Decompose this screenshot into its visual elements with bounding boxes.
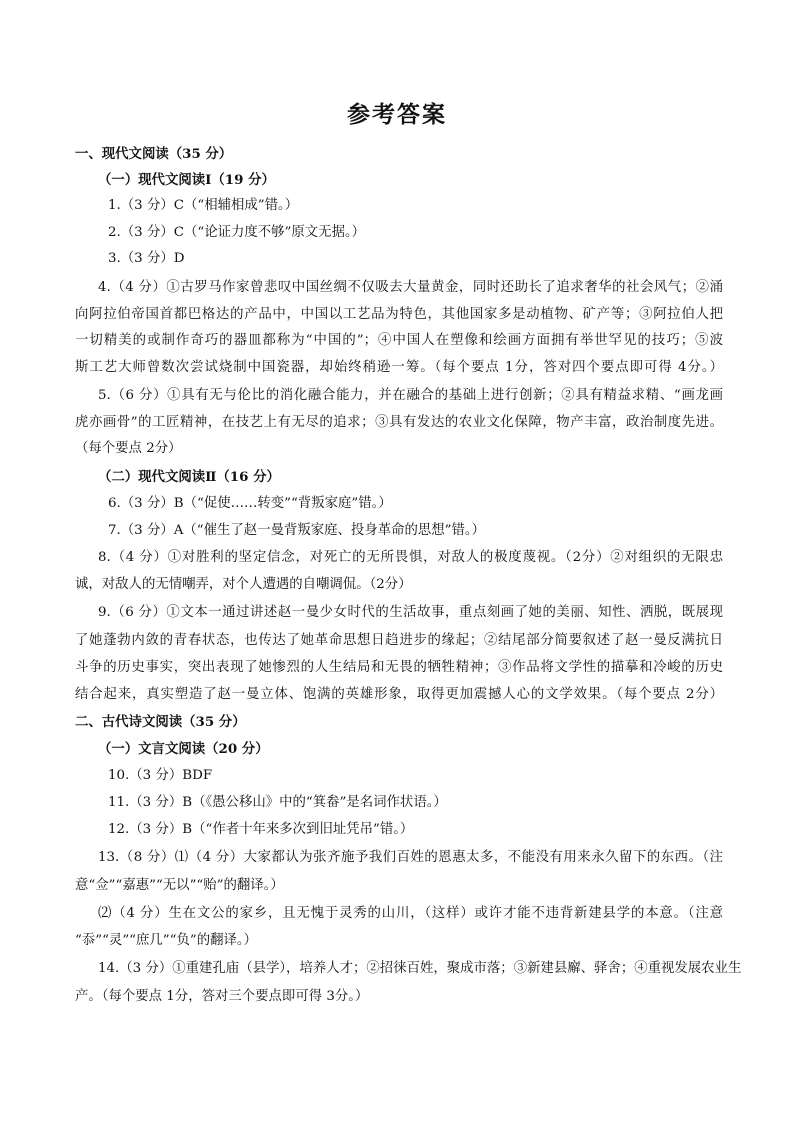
answer-line: 向阿拉伯帝国首都巴格达的产品中，中国以工艺品为特色，其他国家多是动植物、矿产等；③阿拉伯人把 [75, 307, 723, 322]
subsection-heading-modern-reading-2: （二）现代文阅读Ⅱ（16 分） [98, 469, 280, 485]
answer-line: 一切精美的或制作奇巧的器皿都称为“中国的”；④中国人在塑像和绘画方面拥有举世罕见的技巧；⑤波 [75, 333, 723, 348]
answer-line: 3.（3 分）D [108, 251, 185, 266]
answer-line: 9.（6 分）①文本一通过讲述赵一曼少女时代的生活故事，重点刻画了她的美丽、知性、洒脱，既展现 [98, 605, 723, 620]
answer-line: 12.（3 分）B（“作者十年来多次到旧址凭吊”错。） [108, 822, 414, 837]
answer-line: （每个要点 2分） [75, 441, 182, 456]
answer-line: 斯工艺大师曾数次尝试烧制中国瓷器，却始终稍逊一筹。（每个要点 1分，答对四个要点即可得 4分。） [75, 360, 723, 375]
answer-line: “忝”“灵”“庶几”“负”的翻译。） [75, 933, 257, 948]
answer-line: 8.（4 分）①对胜利的坚定信念，对死亡的无所畏惧，对敌人的极度蔑视。（2分）②对组织的无限忠 [98, 550, 723, 565]
answer-line: 11.（3 分）B（《愚公移山》中的“箕畚”是名词作状语。） [108, 795, 447, 810]
subsection-heading-modern-reading-1: （一）现代文阅读Ⅰ（19 分） [98, 172, 275, 188]
answer-line: 7.（3 分）A（“催生了赵一曼背叛家庭、投身革命的思想”错。） [108, 523, 485, 538]
section-heading-classical-reading: 二、古代诗文阅读（35 分） [75, 714, 246, 730]
answer-line: 4.（4 分）①古罗马作家曾悲叹中国丝绸不仅吸去大量黄金，同时还助长了追求奢华的社会风气；②涌 [98, 280, 723, 295]
answer-line: ⑵（4 分）生在文公的家乡，且无愧于灵秀的山川，（这样）或许才能不违背新建县学的本意。（注意 [98, 906, 723, 921]
answer-line: 6.（3 分）B（“促使……转变”“背叛家庭”错。） [108, 496, 392, 511]
page-title: 参考答案 [347, 101, 447, 128]
answer-line: 5.（6 分）①具有无与伦比的消化融合能力，并在融合的基础上进行创新；②具有精益求精、“画龙画 [98, 388, 723, 403]
answer-line: 斗争的历史事实，突出表现了她惨烈的人生结局和无畏的牺牲精神；③作品将文学性的描摹和冷峻的历史 [75, 660, 723, 675]
section-heading-modern-reading: 一、现代文阅读（35 分） [75, 146, 233, 162]
answer-line: 了她蓬勃内敛的青春状态，也传达了她革命思想日趋进步的缘起；②结尾部分简要叙述了赵一曼反满抗日 [75, 633, 723, 648]
answer-line: 2.（3 分）C（“论证力度不够”原文无据。） [108, 225, 366, 240]
answer-line: 诚，对敌人的无情嘲弄，对个人遭遇的自嘲调侃。（2分） [75, 577, 412, 592]
answer-line: 1.（3 分）C（“相辅相成”错。） [108, 198, 299, 213]
answer-line: 结合起来，真实塑造了赵一曼立体、饱满的英雄形象，取得更加震撼人心的文学效果。（每个要点 2分） [75, 687, 723, 702]
answer-line: 10.（3 分）BDF [108, 768, 213, 783]
answer-line: 14.（3 分）①重建孔庙（县学），培养人才；②招徕百姓，聚成市落；③新建县廨、驿舍；④重视发展农业生 [98, 961, 742, 976]
answer-line: 13.（8 分）⑴（4 分）大家都认为张齐施予我们百姓的恩惠太多，不能没有用来永久留下的东西。（注 [98, 850, 723, 865]
answer-line: 产。（每个要点 1分，答对三个要点即可得 3分。） [75, 989, 369, 1004]
subsection-heading-classical-prose: （一）文言文阅读（20 分） [98, 741, 269, 757]
answer-line: 意“佥”“嘉惠”“无以”“贻”的翻译。） [75, 878, 284, 893]
answer-line: 虎亦画骨”的工匠精神，在技艺上有无尽的追求；③具有发达的农业文化保障，物产丰富，政治制度先进。 [75, 415, 723, 430]
